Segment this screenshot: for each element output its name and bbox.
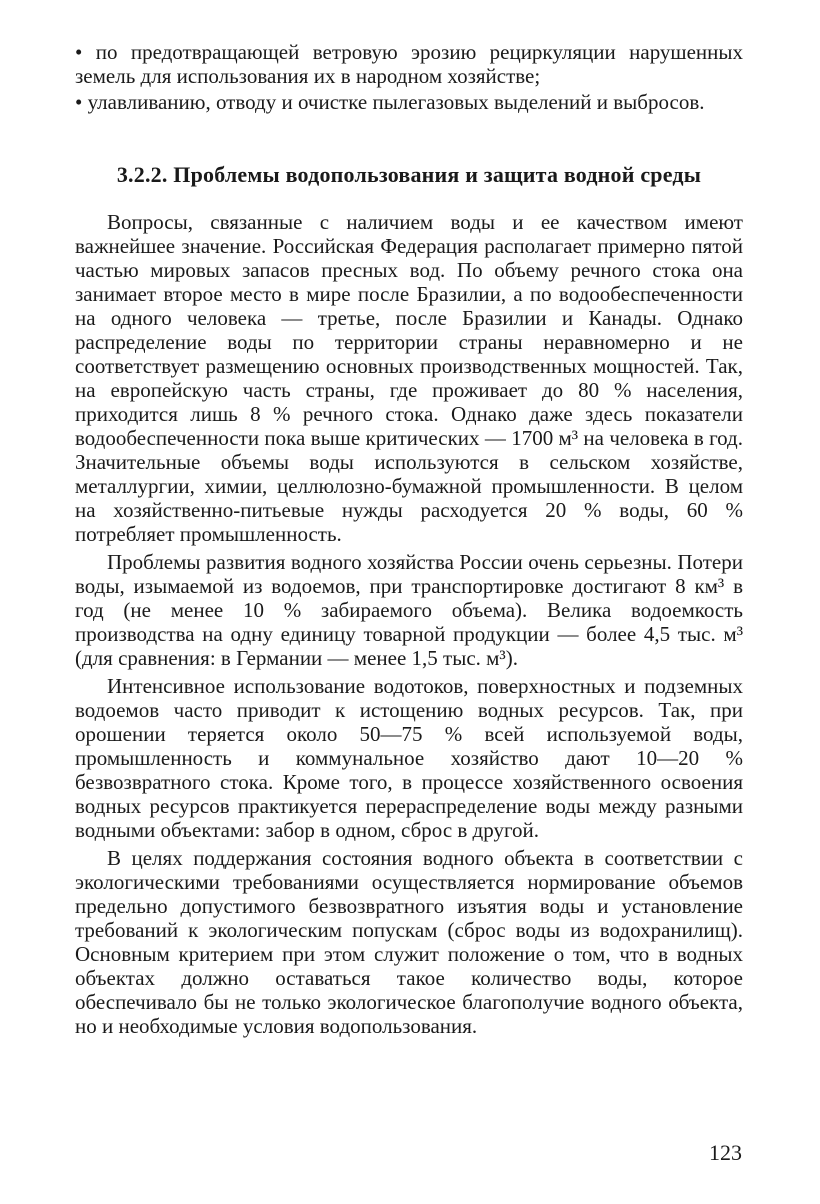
paragraph: Интенсивное использование водотоков, поверхностных и подземных водоемов часто приводит к истощению водных ресурсов. Так, при орошении теряется около 50—75 % всей используемой воды, промышленность и коммунальное хозяйство дают 10—20 % безвозвратного стока. Кроме того, в процессе хозяйственного освоения водных ресурсов практикуется перераспределение воды между разными водными объектами: забор в одном, сброс в другой. [75, 674, 743, 842]
bullet-item: • улавливанию, отводу и очистке пылегазовых выделений и выбросов. [75, 90, 705, 114]
page-number: 123 [709, 1140, 742, 1165]
page-content [75, 40, 743, 1042]
body-text [75, 210, 743, 1038]
bullet-list [75, 40, 743, 114]
paragraph: Вопросы, связанные с наличием воды и ее качеством имеют важнейшее значение. Российская Федерация располагает примерно пятой частью мировых запасов пресных вод. По объему речного стока она занимает второе место в мире после Бразилии, а по водообеспеченности на одного человека — третье, после Бразилии и Канады. Однако распределение воды по территории страны неравномерно и не соответствует размещению основных производственных мощностей. Так, на европейскую часть страны, где проживает до 80 % населения, приходится лишь 8 % речного стока. Однако даже здесь показатели водообеспеченности пока выше критических — 1700 м³ на человека в год. Значительные объемы воды используются в сельском хозяйстве, металлургии, химии, целлюлозно-бумажной промышленности. В целом на хозяйственно-питьевые нужды расходуется 20 % воды, 60 % потребляет промышленность. [75, 210, 743, 546]
bullet-item: • по предотвращающей ветровую эрозию рециркуляции нарушенных земель для использования их в народном хозяйстве; [75, 40, 743, 88]
section-heading: 3.2.2. Проблемы водопользования и защита водной среды [116, 162, 702, 187]
paragraph: В целях поддержания состояния водного объекта в соответствии с экологическими требованиями осуществляется нормирование объемов предельно допустимого безвозвратного изъятия воды и установление требований к экологическим попускам (сброс воды из водохранилищ). Основным критерием при этом служит положение о том, что в водных объектах должно оставаться такое количество воды, которое обеспечивало бы не только экологическое благополучие водного объекта, но и необходимые условия водопользования. [75, 846, 743, 1038]
paragraph: Проблемы развития водного хозяйства России очень серьезны. Потери воды, изымаемой из водоемов, при транспортировке достигают 8 км³ в год (не менее 10 % забираемого объема). Велика водоемкость производства на одну единицу товарной продукции — более 4,5 тыс. м³ (для сравнения: в Германии — менее 1,5 тыс. м³). [75, 550, 743, 670]
